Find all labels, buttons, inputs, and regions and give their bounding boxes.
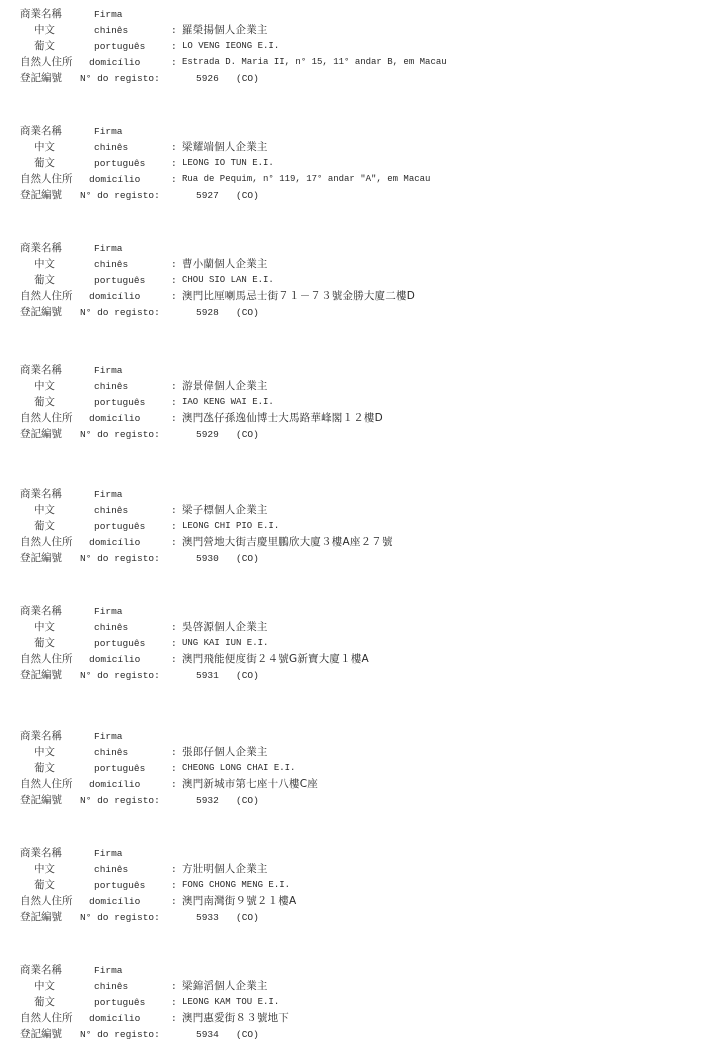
portuguese-name-value: LEONG KAM TOU E.I. [182,997,280,1007]
registry-label-zh: 登記編號 [20,1028,62,1040]
registry-number: 5930 [196,553,219,564]
portuguese-label-zh: 葡文 [34,157,55,169]
domicile-label-pt: domicílio [89,779,141,790]
chinese-name-value: 羅榮揚個人企業主 [182,24,268,36]
domicile-value: 澳門南灣街９號２１樓A [182,895,297,907]
registry-label-pt: N° do registo: [80,912,160,923]
registry-label-pt: N° do registo: [80,553,160,564]
registry-label-zh: 登記編號 [20,72,62,84]
registry-record [0,362,714,452]
firm-label-pt: Firma [94,848,123,859]
firm-label-pt: Firma [94,365,123,376]
colon: : [171,381,177,392]
portuguese-label-zh: 葡文 [34,637,55,649]
colon: : [171,174,177,185]
firm-label-zh: 商業名稱 [20,488,62,500]
firm-label-zh: 商業名稱 [20,8,62,20]
colon: : [171,864,177,875]
colon: : [171,981,177,992]
firm-label-zh: 商業名稱 [20,605,62,617]
registry-record [0,962,714,1052]
firm-label-pt: Firma [94,965,123,976]
registry-label-zh: 登記編號 [20,669,62,681]
colon: : [171,997,177,1008]
firm-label-zh: 商業名稱 [20,242,62,254]
registry-label-zh: 登記編號 [20,552,62,564]
registry-suffix: (CO) [236,795,259,806]
chinese-label-pt: chinês [94,505,129,516]
registry-number: 5926 [196,73,219,84]
portuguese-name-value: CHOU SIO LAN E.I. [182,275,274,285]
chinese-label-pt: chinês [94,981,129,992]
chinese-label-zh: 中文 [34,980,55,992]
registry-number: 5931 [196,670,219,681]
domicile-label-pt: domicílio [89,174,141,185]
colon: : [171,259,177,270]
firm-label-pt: Firma [94,489,123,500]
domicile-label-zh: 自然人住所 [20,1012,73,1024]
domicile-value: 澳門氹仔孫逸仙博士大馬路華峰閣１２樓D [182,412,383,424]
portuguese-name-value: IAO KENG WAI E.I. [182,397,274,407]
domicile-value: Estrada D. Maria II, n° 15, 11° andar B, em Macau [182,57,447,67]
registry-number: 5934 [196,1029,219,1040]
registry-number: 5932 [196,795,219,806]
colon: : [171,158,177,169]
registry-number: 5933 [196,912,219,923]
colon: : [171,779,177,790]
registry-number: 5927 [196,190,219,201]
chinese-label-zh: 中文 [34,746,55,758]
domicile-label-pt: domicílio [89,291,141,302]
portuguese-label-zh: 葡文 [34,396,55,408]
registry-label-pt: N° do registo: [80,429,160,440]
portuguese-label-pt: português [94,41,146,52]
domicile-value: Rua de Pequim, n° 119, 17° andar "A", em Macau [182,174,431,184]
portuguese-label-zh: 葡文 [34,879,55,891]
chinese-label-pt: chinês [94,864,129,875]
domicile-value: 澳門惠愛街８３號地下 [182,1012,289,1024]
domicile-value: 澳門比厘喇馬忌士街７１－７３號金勝大廈二樓D [182,290,415,302]
domicile-label-zh: 自然人住所 [20,895,73,907]
portuguese-label-zh: 葡文 [34,520,55,532]
colon: : [171,622,177,633]
colon: : [171,413,177,424]
registry-label-pt: N° do registo: [80,73,160,84]
colon: : [171,41,177,52]
domicile-label-pt: domicílio [89,413,141,424]
colon: : [171,763,177,774]
registry-suffix: (CO) [236,553,259,564]
colon: : [171,638,177,649]
colon: : [171,142,177,153]
domicile-label-zh: 自然人住所 [20,412,73,424]
colon: : [171,397,177,408]
registry-record [0,6,714,96]
firm-label-zh: 商業名稱 [20,364,62,376]
colon: : [171,537,177,548]
registry-number: 5929 [196,429,219,440]
colon: : [171,880,177,891]
registry-record [0,240,714,330]
portuguese-label-zh: 葡文 [34,762,55,774]
colon: : [171,1013,177,1024]
chinese-name-value: 吳啓源個人企業主 [182,621,268,633]
colon: : [171,505,177,516]
firm-label-zh: 商業名稱 [20,730,62,742]
registry-record [0,123,714,213]
domicile-label-pt: domicílio [89,537,141,548]
chinese-label-pt: chinês [94,622,129,633]
chinese-name-value: 梁耀端個人企業主 [182,141,268,153]
portuguese-label-pt: português [94,521,146,532]
domicile-label-pt: domicílio [89,896,141,907]
firm-label-pt: Firma [94,731,123,742]
registry-record [0,845,714,935]
portuguese-label-pt: português [94,997,146,1008]
chinese-label-pt: chinês [94,25,129,36]
portuguese-label-zh: 葡文 [34,996,55,1008]
firm-label-zh: 商業名稱 [20,125,62,137]
registry-label-zh: 登記編號 [20,911,62,923]
firm-label-zh: 商業名稱 [20,964,62,976]
colon: : [171,654,177,665]
domicile-label-zh: 自然人住所 [20,536,73,548]
domicile-label-pt: domicílio [89,1013,141,1024]
domicile-label-pt: domicílio [89,654,141,665]
domicile-label-zh: 自然人住所 [20,56,73,68]
chinese-name-value: 梁子標個人企業主 [182,504,268,516]
portuguese-label-zh: 葡文 [34,40,55,52]
portuguese-name-value: CHEONG LONG CHAI E.I. [182,763,296,773]
registry-suffix: (CO) [236,73,259,84]
portuguese-name-value: LO VENG IEONG E.I. [182,41,280,51]
portuguese-name-value: FONG CHONG MENG E.I. [182,880,291,890]
registry-record [0,728,714,818]
portuguese-name-value: LEONG CHI PIO E.I. [182,521,280,531]
colon: : [171,25,177,36]
registry-suffix: (CO) [236,307,259,318]
domicile-value: 澳門營地大街吉慶里鵬欣大廈３樓A座２７號 [182,536,393,548]
chinese-label-pt: chinês [94,259,129,270]
colon: : [171,291,177,302]
chinese-name-value: 方壯明個人企業主 [182,863,268,875]
portuguese-label-pt: português [94,638,146,649]
chinese-label-zh: 中文 [34,621,55,633]
domicile-value: 澳門飛能便度街２４號G新寶大廈１樓A [182,653,369,665]
domicile-label-zh: 自然人住所 [20,653,73,665]
firm-label-pt: Firma [94,243,123,254]
registry-label-pt: N° do registo: [80,1029,160,1040]
registry-record [0,603,714,693]
chinese-label-pt: chinês [94,747,129,758]
chinese-label-pt: chinês [94,381,129,392]
registry-suffix: (CO) [236,670,259,681]
chinese-label-zh: 中文 [34,24,55,36]
colon: : [171,57,177,68]
registry-label-zh: 登記編號 [20,794,62,806]
chinese-label-zh: 中文 [34,504,55,516]
chinese-name-value: 張郎仔個人企業主 [182,746,268,758]
domicile-label-zh: 自然人住所 [20,173,73,185]
registry-number: 5928 [196,307,219,318]
registry-label-pt: N° do registo: [80,307,160,318]
chinese-label-zh: 中文 [34,258,55,270]
colon: : [171,747,177,758]
chinese-name-value: 梁錦滔個人企業主 [182,980,268,992]
domicile-label-pt: domicílio [89,57,141,68]
registry-label-pt: N° do registo: [80,795,160,806]
registry-suffix: (CO) [236,1029,259,1040]
firm-label-pt: Firma [94,126,123,137]
chinese-name-value: 曹小蘭個人企業主 [182,258,268,270]
portuguese-label-zh: 葡文 [34,274,55,286]
registry-label-pt: N° do registo: [80,190,160,201]
domicile-label-zh: 自然人住所 [20,290,73,302]
chinese-label-pt: chinês [94,142,129,153]
colon: : [171,275,177,286]
registry-suffix: (CO) [236,190,259,201]
domicile-label-zh: 自然人住所 [20,778,73,790]
portuguese-label-pt: português [94,397,146,408]
firm-label-zh: 商業名稱 [20,847,62,859]
portuguese-label-pt: português [94,275,146,286]
registry-label-pt: N° do registo: [80,670,160,681]
firm-label-pt: Firma [94,606,123,617]
registry-suffix: (CO) [236,429,259,440]
registry-label-zh: 登記編號 [20,189,62,201]
chinese-label-zh: 中文 [34,141,55,153]
domicile-value: 澳門新城市第七座十八樓C座 [182,778,318,790]
registry-label-zh: 登記編號 [20,306,62,318]
colon: : [171,521,177,532]
firm-label-pt: Firma [94,9,123,20]
portuguese-label-pt: português [94,880,146,891]
chinese-label-zh: 中文 [34,863,55,875]
portuguese-label-pt: português [94,158,146,169]
registry-label-zh: 登記編號 [20,428,62,440]
portuguese-label-pt: português [94,763,146,774]
chinese-label-zh: 中文 [34,380,55,392]
portuguese-name-value: UNG KAI IUN E.I. [182,638,269,648]
colon: : [171,896,177,907]
registry-record [0,486,714,576]
registry-suffix: (CO) [236,912,259,923]
portuguese-name-value: LEONG IO TUN E.I. [182,158,274,168]
chinese-name-value: 游景偉個人企業主 [182,380,268,392]
